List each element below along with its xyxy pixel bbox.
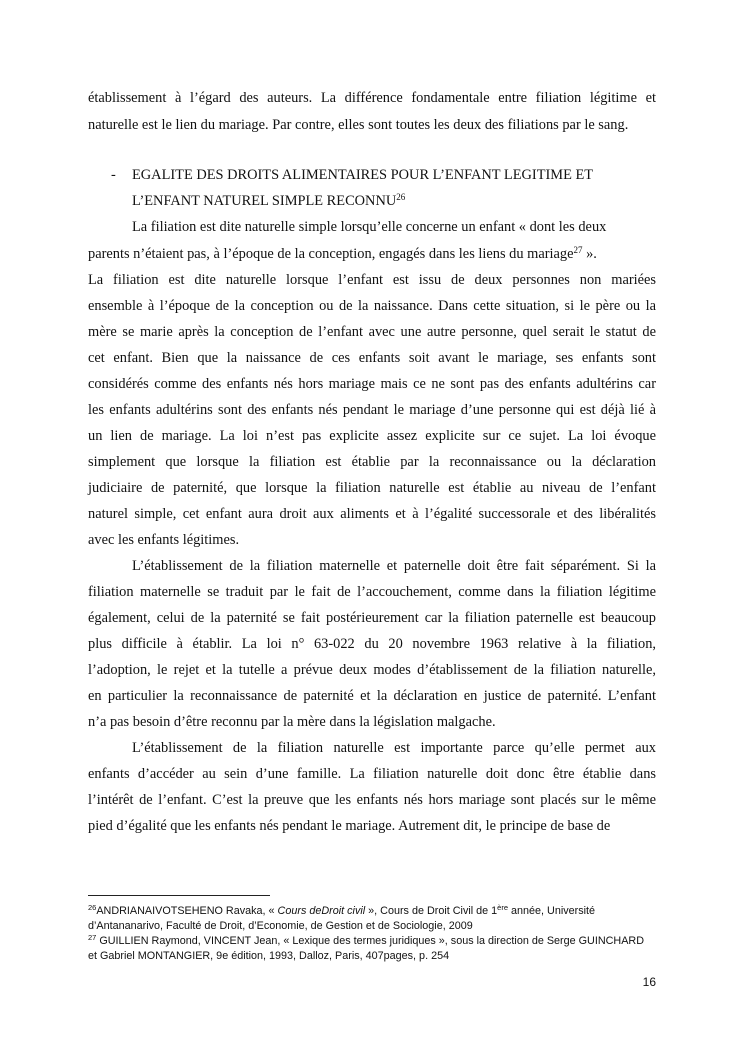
para4-line: L’établissement de la filiation naturelle est importante parce qu’elle permet aux <box>132 740 656 756</box>
para3-line: plus difficile à établir. La loi n° 63-022 du 20 novembre 1963 relative à la filiation, <box>88 636 656 652</box>
body-line: naturelle est le lien du mariage. Par contre, elles sont toutes les deux des filiations par le sang. <box>88 117 629 133</box>
footnote-27-line2: et Gabriel MONTANGIER, 9e édition, 1993, Dalloz, Paris, 407pages, p. 254 <box>88 950 450 962</box>
footnote-ref-27[interactable]: 27 <box>573 245 583 255</box>
footnote-27 <box>88 933 644 949</box>
para4-line: pied d’égalité que les enfants nés pendant le mariage. Autrement dit, le principe de base de <box>88 818 611 834</box>
para3-line: également, celui de la paternité se fait postérieurement car la filiation paternelle est beaucoup <box>88 610 656 626</box>
para1-line2 <box>88 244 656 264</box>
footnote-26-text-2: », Cours de Droit Civil de 1 <box>365 905 498 917</box>
section-heading-line1: EGALITE DES DROITS ALIMENTAIRES POUR L’ENFANT LEGITIME ET <box>132 167 594 183</box>
footnote-27-text: GUILLIEN Raymond, VINCENT Jean, « Lexique des termes juridiques », sous la direction de Serge GUINCHARD <box>96 935 645 947</box>
body-line: établissement à l’égard des auteurs. La différence fondamentale entre filiation légitime et <box>88 90 656 106</box>
para3-line: n’a pas besoin d’être reconnu par la mère dans la législation malgache. <box>88 714 496 730</box>
para3-line: l’adoption, le rejet et la tutelle a prévue deux modes d’établissement de la filiation naturelle, <box>88 662 656 678</box>
para2-line: avec les enfants légitimes. <box>88 532 240 548</box>
para1-text: parents n’étaient pas, à l’époque de la conception, engagés dans les liens du mariage <box>88 246 574 262</box>
para2-line: considérés comme des enfants nés hors mariage mais ce ne sont pas des enfants adultérins car <box>88 376 656 392</box>
para4-line: enfants d’accéder au sein d’une famille. La filiation naturelle doit donc être établie dans <box>88 766 656 782</box>
footnote-26-line2: d’Antananarivo, Faculté de Droit, d’Economie, de Gestion et de Sociologie, 2009 <box>88 920 473 932</box>
para2-line: simplement que lorsque la filiation est établie par la reconnaissance ou la déclaration <box>88 454 656 470</box>
footnote-26-ordinal: ère <box>497 903 509 912</box>
footnote-26-text: ANDRIANAIVOTSEHENO Ravaka, « <box>96 905 278 917</box>
section-heading-text: L’ENFANT NATUREL SIMPLE RECONNU <box>132 193 397 209</box>
para2-line: mère se marie après la conception de l’enfant avec une autre personne, quel serait le statut de <box>88 324 656 340</box>
footnote-26 <box>88 903 595 919</box>
para2-line: cet enfant. Bien que la naissance de ces enfants soit avant le mariage, ses enfants sont <box>88 350 656 366</box>
para2-line: naturel simple, cet enfant aura droit aux aliments et à l’égalité successorale et des libéralités <box>88 506 656 522</box>
para2-line: judiciaire de paternité, que lorsque la filiation naturelle est établie au niveau de l’enfant <box>88 480 656 496</box>
para1-line1: La filiation est dite naturelle simple lorsqu’elle concerne un enfant « dont les deux <box>132 219 607 235</box>
para1-text-end: ». <box>582 246 597 262</box>
footnote-26-marker: 26 <box>88 903 97 912</box>
para4-line: l’intérêt de l’enfant. C’est la preuve que les enfants nés hors mariage sont placés sur le même <box>88 792 656 808</box>
para3-line: en particulier la reconnaissance de paternité et la déclaration en justice de paternité. L’enfant <box>88 688 656 704</box>
heading-bullet: - <box>111 167 116 183</box>
footnote-separator <box>88 895 270 896</box>
para2-line: un lien de mariage. La loi n’est pas explicite assez explicite sur ce sujet. La loi évoque <box>88 428 656 444</box>
para2-line: La filiation est dite naturelle lorsque l’enfant est issu de deux personnes non mariées <box>88 272 656 288</box>
footnote-26-text-3: année, Université <box>508 905 596 917</box>
para2-line: les enfants adultérins sont des enfants nés pendant le mariage d’une personne qui est déjà lié à <box>88 402 656 418</box>
para3-line: filiation maternelle se traduit par le fait de l’accouchement, comme dans la filiation légitime <box>88 584 656 600</box>
footnote-ref-26[interactable]: 26 <box>396 192 406 202</box>
footnote-27-marker: 27 <box>88 933 97 942</box>
footnote-26-title: Cours deDroit civil <box>277 905 366 917</box>
para3-line: L’établissement de la filiation maternelle et paternelle doit être fait séparément. Si la <box>132 558 656 574</box>
section-heading-line2 <box>132 191 632 211</box>
page-number: 16 <box>642 975 656 989</box>
para2-line: ensemble à l’époque de la conception ou de la naissance. Dans cette situation, si le père ou la <box>88 298 656 314</box>
